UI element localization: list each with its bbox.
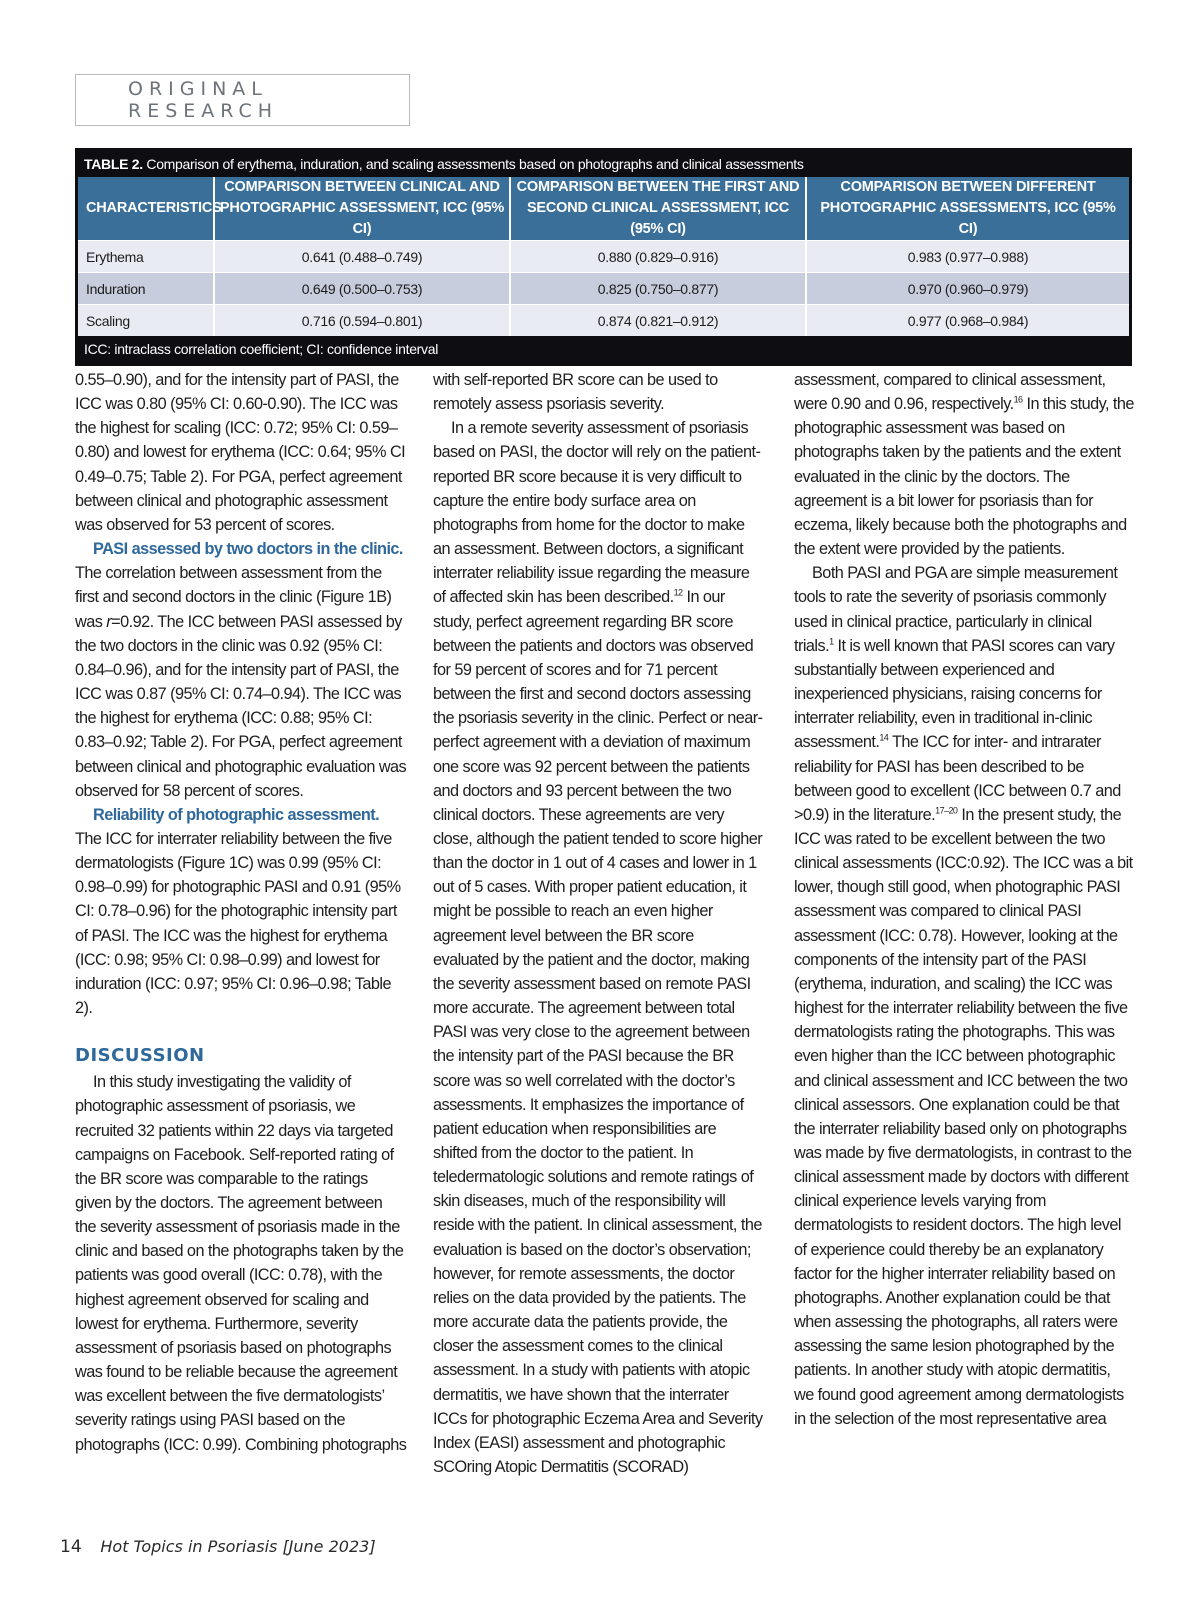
table-header-row [78, 177, 1129, 241]
table-cell: 0.641 (0.488–0.749) [214, 241, 510, 273]
citation-ref: 12 [673, 587, 683, 598]
table-caption-text: Comparison of erythema, induration, and scaling assessments based on photographs and clinical assessments [142, 156, 804, 172]
table-cell: 0.716 (0.594–0.801) [214, 305, 510, 337]
citation-ref: 17–20 [935, 805, 958, 816]
table-cell: 0.977 (0.968–0.984) [806, 305, 1129, 337]
citation-ref: 16 [1013, 394, 1023, 405]
table-cell: 0.983 (0.977–0.988) [806, 241, 1129, 273]
paragraph: In this study investigating the validity of photographic assessment of psoriasis, we recruited 32 patients within 22 days via targeted campaigns on Facebook. Self-reported rating of the BR score was comparable to the ratings given by the doctors. The agreement between the severity assessment of psoriasis made in the clinic and based on the photographs taken by the patients was good overall (ICC: 0.78), with the highest agreement observed for scaling and lowest for erythema. Furthermore, severity assessment of psoriasis based on photographs was found to be reliable because the agreement was excellent between the five dermatologists’ severity ratings using PASI based on the photographs (ICC: 0.99). Combining photographs [75, 1073, 407, 1454]
table-cell: Scaling [78, 305, 214, 337]
paragraph: 0.55–0.90), and for the intensity part of PASI, the ICC was 0.80 (95% CI: 0.60-0.90). The ICC was the highest for scaling (ICC: 0.72; 95% CI: 0.59–0.80) and lowest for erythema (ICC: 0.64; 95% CI 0.49–0.75; Table 2). For PGA, perfect agreement between clinical and photographic assessment was observed for 53 percent of scores. [75, 371, 406, 534]
paragraph-text: assessment, compared to clinical assessment, were 0.90 and 0.96, respectively. [794, 371, 1106, 414]
paragraph-text: In our study, perfect agreement regarding BR score between the patients and doctors was observed for 59 percent of scores and for 71 percent between the first and second doctors assessing the psoriasis severity in the clinic. Perfect or near-perfect agreement with a deviation of maximum one score was 92 percent between the patients and doctors and 93 percent between the two clinical doctors. These agreements are very close, although the patient tended to score higher than the doctor in 1 out of 4 cases and lower in 1 out of 5 cases. With proper patient education, it might be possible to reach an even higher agreement level between the BR score evaluated by the patient and the doctor, making the severity assessment based on remote PASI more accurate. The agreement between total PASI was very close to the agreement between the intensity part of the PASI because the BR score was so well correlated with the doctor’s assessments. It emphasizes the importance of patient education when responsibilities are shifted from the doctor to the patient. In teledermatologic solutions and remote ratings of skin diseases, much of the responsibility will reside with the patient. In clinical assessment, the evaluation is based on the doctor’s observation; however, for remote assessments, the doctor relies on the data provided by the patients. The more accurate data the patients provide, the closer the assessment comes to the clinical assessment. In a study with patients with atopic dermatitis, we have shown that the interrater ICCs for photographic Eczema Area and Severity Index (EASI) assessment and photographic SCOring Atopic Dermatitis (SCORAD) [433, 588, 763, 1477]
table-caption [78, 151, 1129, 177]
subsection-heading: PASI assessed by two doctors in the clinic. [93, 540, 403, 559]
table-row [78, 241, 1129, 273]
table-cell: 0.880 (0.829–0.916) [510, 241, 806, 273]
paragraph: with self-reported BR score can be used to remotely assess psoriasis severity. [433, 371, 718, 414]
table-cell: 0.649 (0.500–0.753) [214, 273, 510, 305]
table-row [78, 305, 1129, 337]
paragraph [75, 537, 407, 803]
col-header: COMPARISON BETWEEN DIFFERENT PHOTOGRAPHIC ASSESSMENTS, ICC (95% CI) [806, 177, 1129, 241]
paragraph [433, 416, 763, 1479]
section-label: ORIGINAL RESEARCH [75, 74, 410, 126]
col-header: CHARACTERISTICS [78, 177, 214, 241]
table-cell: 0.874 (0.821–0.912) [510, 305, 806, 337]
paragraph [794, 368, 1134, 561]
paragraph-text: The correlation between assessment from the first and second doctors in the clinic (Figure 1B) was [75, 564, 392, 631]
table-row [78, 273, 1129, 305]
table-cell: Erythema [78, 241, 214, 273]
col-header: COMPARISON BETWEEN CLINICAL AND PHOTOGRAPHIC ASSESSMENT, ICC (95% CI) [214, 177, 510, 241]
paragraph [75, 803, 407, 1020]
journal-title: Hot Topics in Psoriasis [June 2023] [100, 1537, 376, 1556]
table-caption-label: TABLE 2. [84, 156, 143, 172]
table-cell: 0.825 (0.750–0.877) [510, 273, 806, 305]
text-column-1 [75, 368, 407, 1457]
paragraph-text: The ICC for interrater reliability between the five dermatologists (Figure 1C) was 0.99 (95% CI: 0.98–0.99) for photographic PASI and 0.91 (95% CI: 0.78–0.96) for the photographic intensity part of PASI. The ICC was the highest for erythema (ICC: 0.98; 95% CI: 0.98–0.99) and lowest for induration (ICC: 0.97; 95% CI: 0.96–0.98; Table 2). [75, 829, 401, 1018]
text-column-2 [433, 368, 763, 1479]
table-footnote: ICC: intraclass correlation coefficient; CI: confidence interval [84, 341, 439, 357]
paragraph-text: In a remote severity assessment of psoriasis based on PASI, the doctor will rely on the patient-reported BR score because it is very difficult to capture the entire body surface area on photographs from home for the doctor to make an assessment. Between doctors, a significant interrater reliability issue regarding the measure of affected skin has been described. [433, 419, 761, 607]
paragraph [794, 561, 1134, 1431]
results-table [75, 148, 1132, 366]
paragraph-text: The ICC for inter- and intrarater reliability for PASI has been described to be between good to excellent (ICC between 0.7 and >0.9) in the literature. [794, 733, 1121, 824]
page-footer [60, 1537, 376, 1557]
icc-table [78, 177, 1129, 336]
table-cell: 0.970 (0.960–0.979) [806, 273, 1129, 305]
paragraph-text: It is well known that PASI scores can vary substantially between experienced and inexperienced physicians, raising concerns for interrater reliability, even in traditional in-clinic assessment. [794, 636, 1115, 752]
italic-symbol: r [106, 612, 112, 631]
col-header: COMPARISON BETWEEN THE FIRST AND SECOND CLINICAL ASSESSMENT, ICC (95% CI) [510, 177, 806, 241]
paragraph-text: In this study, the photographic assessment was based on photographs taken by the patients and the extent evaluated in the clinic by the doctors. The agreement is a bit lower for psoriasis than for eczema, likely because both the photographs and the extent were provided by the patients. [794, 395, 1134, 559]
page-number: 14 [60, 1537, 82, 1557]
citation-ref: 14 [879, 732, 889, 743]
text-column-3 [794, 368, 1134, 1431]
paragraph-text: Both PASI and PGA are simple measurement tools to rate the severity of psoriasis commonly used in clinical practice, particularly in clinical trials. [794, 564, 1118, 655]
table-cell: Induration [78, 273, 214, 305]
subsection-heading: Reliability of photographic assessment. [93, 805, 380, 824]
section-heading: DISCUSSION [75, 1045, 205, 1067]
paragraph-text: =0.92. The ICC between PASI assessed by the two doctors in the clinic was 0.92 (95% CI: 0.84–0.96), and for the intensity part of PASI, the ICC was 0.87 (95% CI: 0.74–0.94). The ICC was the highest for erythema (ICC: 0.88; 95% CI: 0.83–0.92; Table 2). For PGA, perfect agreement between clinical and photographic evaluation was observed for 58 percent of scores. [75, 612, 407, 800]
citation-ref: 1 [829, 636, 834, 647]
paragraph-text: In the present study, the ICC was rated to be excellent between the two clinical assessments (ICC:0.92). The ICC was a bit lower, though still good, when photographic PASI assessment was compared to clinical PASI assessment (ICC: 0.78). However, looking at the components of the intensity part of the PASI (erythema, induration, and scaling) the ICC was highest for the interrater reliability between the five dermatologists rating the photographs. This was even higher than the ICC between photographic and clinical assessment and ICC between the two clinical assessors. One explanation could be that the interrater reliability based only on photographs was made by five dermatologists, in contrast to the clinical assessment made by doctors with different clinical experience levels varying from dermatologists to resident doctors. The high level of experience could thereby be an explanatory factor for the higher interrater reliability based on photographs. Another explanation could be that when assessing the photographs, all raters were assessing the same lesion photographed by the patients. In another study with atopic dermatitis, we found good agreement among dermatologists in the selection of the most representative area [794, 805, 1133, 1428]
